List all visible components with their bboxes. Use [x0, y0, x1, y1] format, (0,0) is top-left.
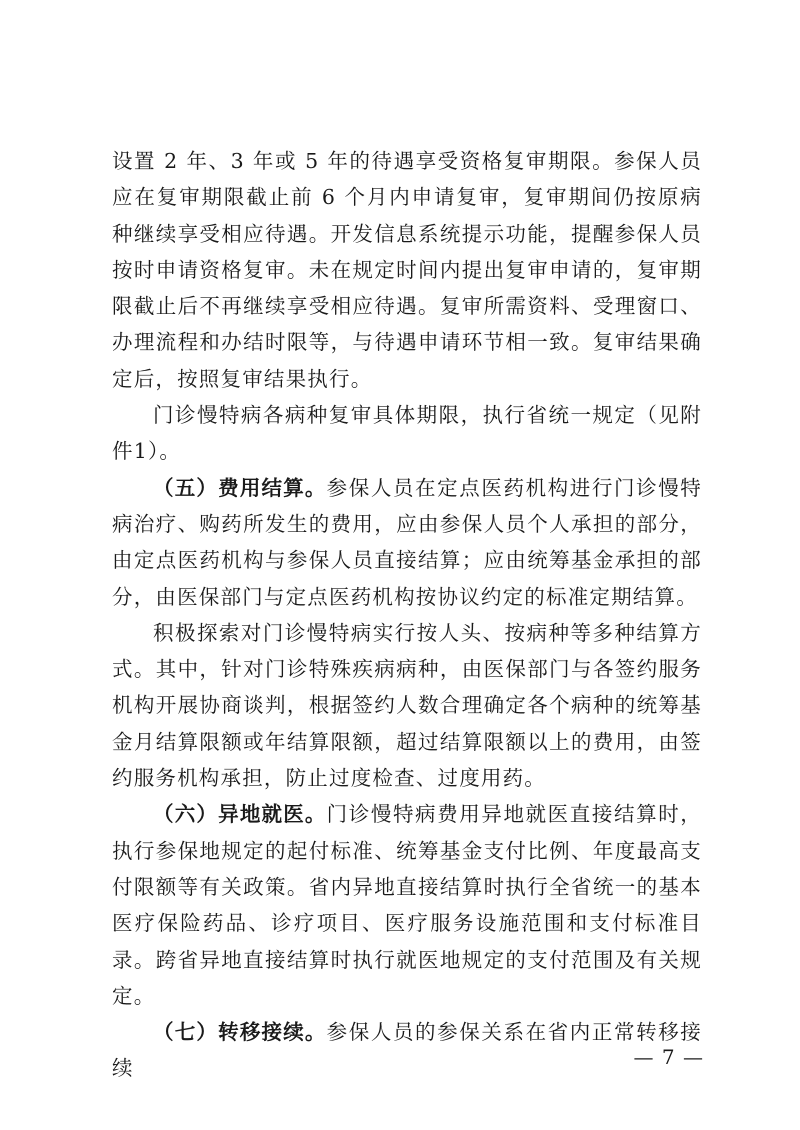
section-heading: （五）费用结算。	[153, 475, 327, 500]
paragraph-text: 门诊慢特病费用异地就医直接结算时，执行参保地规定的起付标准、统筹基金支付比例、年度最高支付限额等有关政策。省内异地直接结算时执行全省统一的基本医疗保险药品、诊疗项目、医疗服务设施范围和支付标准目录。跨省异地直接结算时执行就医地规定的支付范围及有关规定。	[112, 802, 702, 1008]
paragraph-text: 门诊慢特病各病种复审具体期限，执行省统一规定（见附件1）。	[112, 403, 702, 464]
section-heading: （六）异地就医。	[153, 802, 327, 827]
paragraph-text: 参保人员的参保关系在省内正常转移接续	[112, 1020, 702, 1081]
paragraph-review-period	[112, 143, 702, 397]
paragraph-text: 积极探索对门诊慢特病实行按人头、按病种等多种结算方式。其中，针对门诊特殊疾病病种，由医保部门与各签约服务机构开展协商谈判，根据签约人数合理确定各个病种的统筹基金月结算限额或年结算限额，超过结算限额以上的费用，由签约服务机构承担，防止过度检查、过度用药。	[112, 620, 702, 791]
paragraph-transfer	[112, 1014, 702, 1087]
section-heading: （七）转移接续。	[153, 1020, 327, 1045]
paragraph-cost-settlement	[112, 470, 702, 615]
paragraph-text: 参保人员在定点医药机构进行门诊慢特病治疗、购药所发生的费用，应由参保人员个人承担的部分，由定点医药机构与参保人员直接结算；应由统筹基金承担的部分，由医保部门与定点医药机构按协议约定的标准定期结算。	[112, 475, 702, 609]
paragraph-settlement-methods	[112, 615, 702, 796]
paragraph-review-rules	[112, 397, 702, 470]
paragraph-text: 设置 2 年、3 年或 5 年的待遇享受资格复审期限。参保人员应在复审期限截止前 6 个月内申请复审，复审期间仍按原病种继续享受相应待遇。开发信息系统提示功能，提醒参保人员按时申请资格复审。未在规定时间内提出复审申请的，复审期限截止后不再继续享受相应待遇。复审所需资料、受理窗口、办理流程和办结时限等，与待遇申请环节相一致。复审结果确定后，按照复审结果执行。	[112, 149, 702, 391]
paragraph-remote-medical	[112, 796, 702, 1014]
page-number: — 7 —	[633, 1045, 704, 1069]
body-text	[112, 143, 702, 1087]
